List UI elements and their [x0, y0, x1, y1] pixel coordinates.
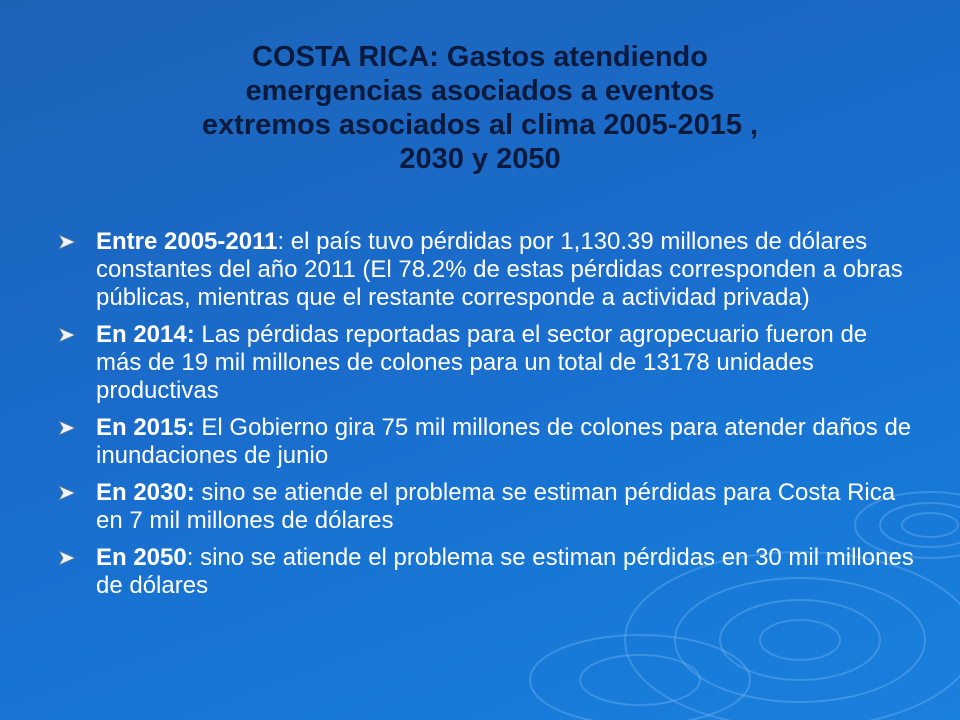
bullet-item	[58, 414, 918, 470]
bullet-lead: En 2050	[96, 544, 187, 571]
bullet-item	[58, 228, 918, 312]
bullet-lead: En 2015:	[96, 414, 195, 441]
title-line: 2030 y 2050	[399, 143, 561, 175]
arrow-bullet-icon	[58, 550, 76, 566]
bullet-list	[58, 228, 918, 609]
title-line: COSTA RICA: Gastos atendiendo	[252, 41, 708, 73]
bullet-text: El Gobierno gira 75 mil millones de colones para atender daños de inundaciones de junio	[96, 414, 912, 469]
bullet-text: Las pérdidas reportadas para el sector agropecuario fueron de más de 19 mil millones de colones para un total de 13178 unidades productivas	[96, 321, 868, 404]
bullet-lead: Entre 2005-2011	[96, 228, 278, 255]
title-line: extremos asociados al clima 2005-2015 ,	[201, 109, 759, 141]
arrow-bullet-icon	[58, 327, 76, 343]
bullet-text: : sino se atiende el problema se estiman pérdidas en 30 mil millones de dólares	[96, 544, 914, 599]
bullet-item	[58, 544, 918, 600]
bullet-lead: En 2030:	[96, 479, 195, 506]
bullet-item	[58, 479, 918, 535]
bullet-item	[58, 321, 918, 405]
bullet-lead: En 2014:	[96, 321, 195, 348]
bullet-text: : el país tuvo pérdidas por 1,130.39 millones de dólares constantes del año 2011 (El 78.2% de estas pérdidas corresponden a obras públicas, mientras que el restante corresponde a actividad privada)	[96, 228, 903, 311]
slide-title	[120, 40, 840, 176]
title-line: emergencias asociados a eventos	[245, 75, 715, 107]
bullet-text: sino se atiende el problema se estiman pérdidas para Costa Rica en 7 mil millones de dólares	[96, 479, 896, 534]
arrow-bullet-icon	[58, 420, 76, 436]
arrow-bullet-icon	[58, 485, 76, 501]
arrow-bullet-icon	[58, 234, 76, 250]
